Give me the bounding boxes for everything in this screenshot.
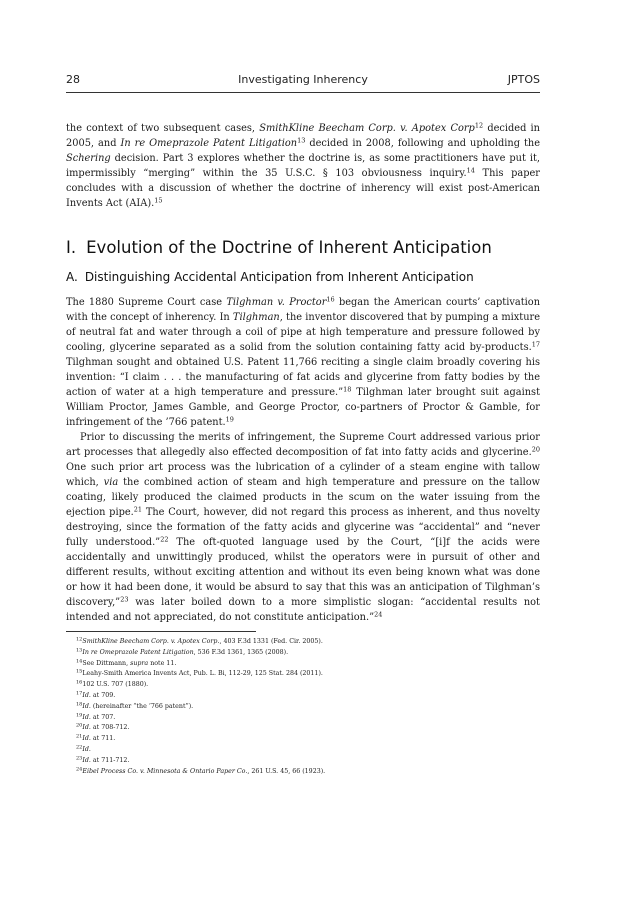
footnote	[76, 680, 540, 691]
paragraph-1: The 1880 Supreme Court case Tilghman v. Proctor$^{16}$ began the American courts’ captivation with the concept of inherency. In Tilghman, the inventor discovered that by pumping a mixture of neutral fat and water through a coil of pipe at high temperature and pressure followed by cooling, glycerine separated as a solid from the solution containing fatty acid by-products.$^{17}$ Tilghman sought and obtained U.S. Patent 11,766 reciting a single claim broadly covering his invention: “I claim . . . the manufacturing of fat acids and glycerine from fatty bodies by the action of water at a high temperature and pressure.”$^{18}$ Tilghman later brought suit against William Proctor, James Gamble, and George Proctor, co-partners of Proctor & Gamble, for infringement of the ’766 patent.$^{19}$	[66, 295, 541, 428]
footnote-number: 24	[76, 766, 83, 773]
footnote-ref[interactable]: 21	[133, 505, 143, 514]
footnote-number: 12	[76, 636, 83, 643]
footnote-text: In re Omeprazole Patent Litigation, 536 F.3d 1361, 1365 (2008).	[82, 648, 289, 656]
footnote-number: 17	[76, 690, 83, 697]
footnote-number: 15	[76, 668, 83, 675]
footnote-number: 18	[76, 701, 83, 708]
subsection-heading: A. Distinguishing Accidental Anticipation from Inherent Anticipation	[66, 270, 474, 284]
footnote	[76, 756, 540, 767]
header-rule	[66, 92, 540, 93]
page-number: 28	[66, 73, 80, 86]
footnote-number: 21	[76, 733, 83, 740]
running-title: Investigating Inherency	[238, 73, 368, 86]
footnotes	[66, 637, 540, 777]
footnote-ref[interactable]: 24	[374, 610, 383, 619]
footnote-number: 22	[76, 744, 83, 751]
footnote-text: Id. at 711-712.	[82, 756, 130, 764]
footnote-ref[interactable]: 15	[154, 196, 163, 205]
journal-abbrev: JPTOS	[507, 73, 540, 86]
footnote-number: 19	[76, 712, 83, 719]
footnote-text: Eibel Process Co. v. Minnesota & Ontario Paper Co., 261 U.S. 45, 66 (1923).	[82, 767, 326, 775]
footnote-ref[interactable]: 14	[466, 166, 475, 175]
footnote	[76, 702, 540, 713]
footnote-text: Id. (hereinafter “the ’766 patent”).	[82, 702, 194, 710]
footnote-rule	[66, 631, 256, 632]
footnote-number: 14	[76, 658, 83, 665]
footnote-ref[interactable]: 16	[326, 295, 335, 304]
intro-paragraph: the context of two subsequent cases, SmithKline Beecham Corp. v. Apotex Corp$^{12}$ decided in 2005, and In re Omeprazole Patent Litigation$^{13}$ decided in 2008, following and upholding the Schering decision. Part 3 explores whether the doctrine is, as some practitioners have put it, impermissibly “merging” within the 35 U.S.C. § 103 obviousness inquiry.$^{14}$ This paper concludes with a discussion of whether the doctrine of inherency will exist post-American Invents Act (AIA).$^{15}$	[66, 121, 541, 209]
footnote-text: Id. at 709.	[82, 691, 116, 699]
footnote-ref[interactable]: 13	[297, 136, 306, 145]
footnote-number: 16	[76, 679, 83, 686]
footnote-text: See Dittmann, supra note 11.	[82, 659, 177, 667]
footnote-ref[interactable]: 22	[160, 535, 169, 544]
footnote-ref[interactable]: 18	[343, 385, 352, 394]
footnote	[76, 767, 540, 778]
footnote-number: 23	[76, 755, 83, 762]
footnote-text: Id. at 707.	[82, 713, 116, 721]
footnote	[76, 691, 540, 702]
footnote-ref[interactable]: 17	[531, 340, 540, 349]
footnote	[76, 723, 540, 734]
footnote-ref[interactable]: 12	[474, 121, 484, 130]
footnote-number: 20	[76, 722, 83, 729]
footnote-text: Leahy-Smith America Invents Act, Pub. L. Bi, 112-29, 125 Stat. 284 (2011).	[82, 670, 323, 678]
footnote	[76, 669, 540, 680]
footnote	[76, 734, 540, 745]
footnote-ref[interactable]: 23	[120, 595, 129, 604]
footnote	[76, 745, 540, 756]
footnote	[76, 637, 540, 648]
section-heading: I. Evolution of the Doctrine of Inherent Anticipation	[66, 238, 492, 257]
footnote	[76, 648, 540, 659]
footnote	[76, 713, 540, 724]
footnote-text: 102 U.S. 707 (1880).	[82, 681, 149, 689]
footnote-text: Id.	[82, 745, 91, 753]
footnote-text: Id. at 708-712.	[82, 724, 130, 732]
footnote-number: 13	[76, 647, 83, 654]
footnote-text: Id. at 711.	[82, 735, 116, 743]
running-header	[66, 73, 540, 89]
footnote	[76, 659, 540, 670]
paragraph-2: Prior to discussing the merits of infringement, the Supreme Court addressed various prior art processes that allegedly also effected decomposition of fat into fatty acids and glycerine.$^{20}$ One such prior art process was the lubrication of a cylinder of a steam engine with tallow which, via the combined action of steam and high temperature and pressure on the tallow coating, likely produced the claimed products in the scum on the water issuing from the ejection pipe.$^{21}$ The Court, however, did not regard this process as inherent, and thus novelty destroying, since the formation of the fatty acids and glycerine was “accidental” and “never fully understood.”$^{22}$ The oft-quoted language used by the Court, “[i]f the acids were accidentally and unwittingly produced, whilst the operators were in pursuit of other and different results, without exciting attention and without its even being known what was done or how it had been done, it would be absurd to say that this was an anticipation of Tilghman’s discovery,”$^{23}$ was later boiled down to a more simplistic slogan: “accidental results not intended and not appreciated, do not constitute anticipation.”$^{24}$	[66, 432, 540, 623]
main-text	[66, 121, 540, 777]
footnote-text: SmithKline Beecham Corp. v. Apotex Corp., 403 F.3d 1331 (Fed. Cir. 2005).	[82, 638, 323, 645]
footnote-ref[interactable]: 19	[225, 415, 234, 424]
footnote-ref[interactable]: 20	[531, 445, 540, 454]
